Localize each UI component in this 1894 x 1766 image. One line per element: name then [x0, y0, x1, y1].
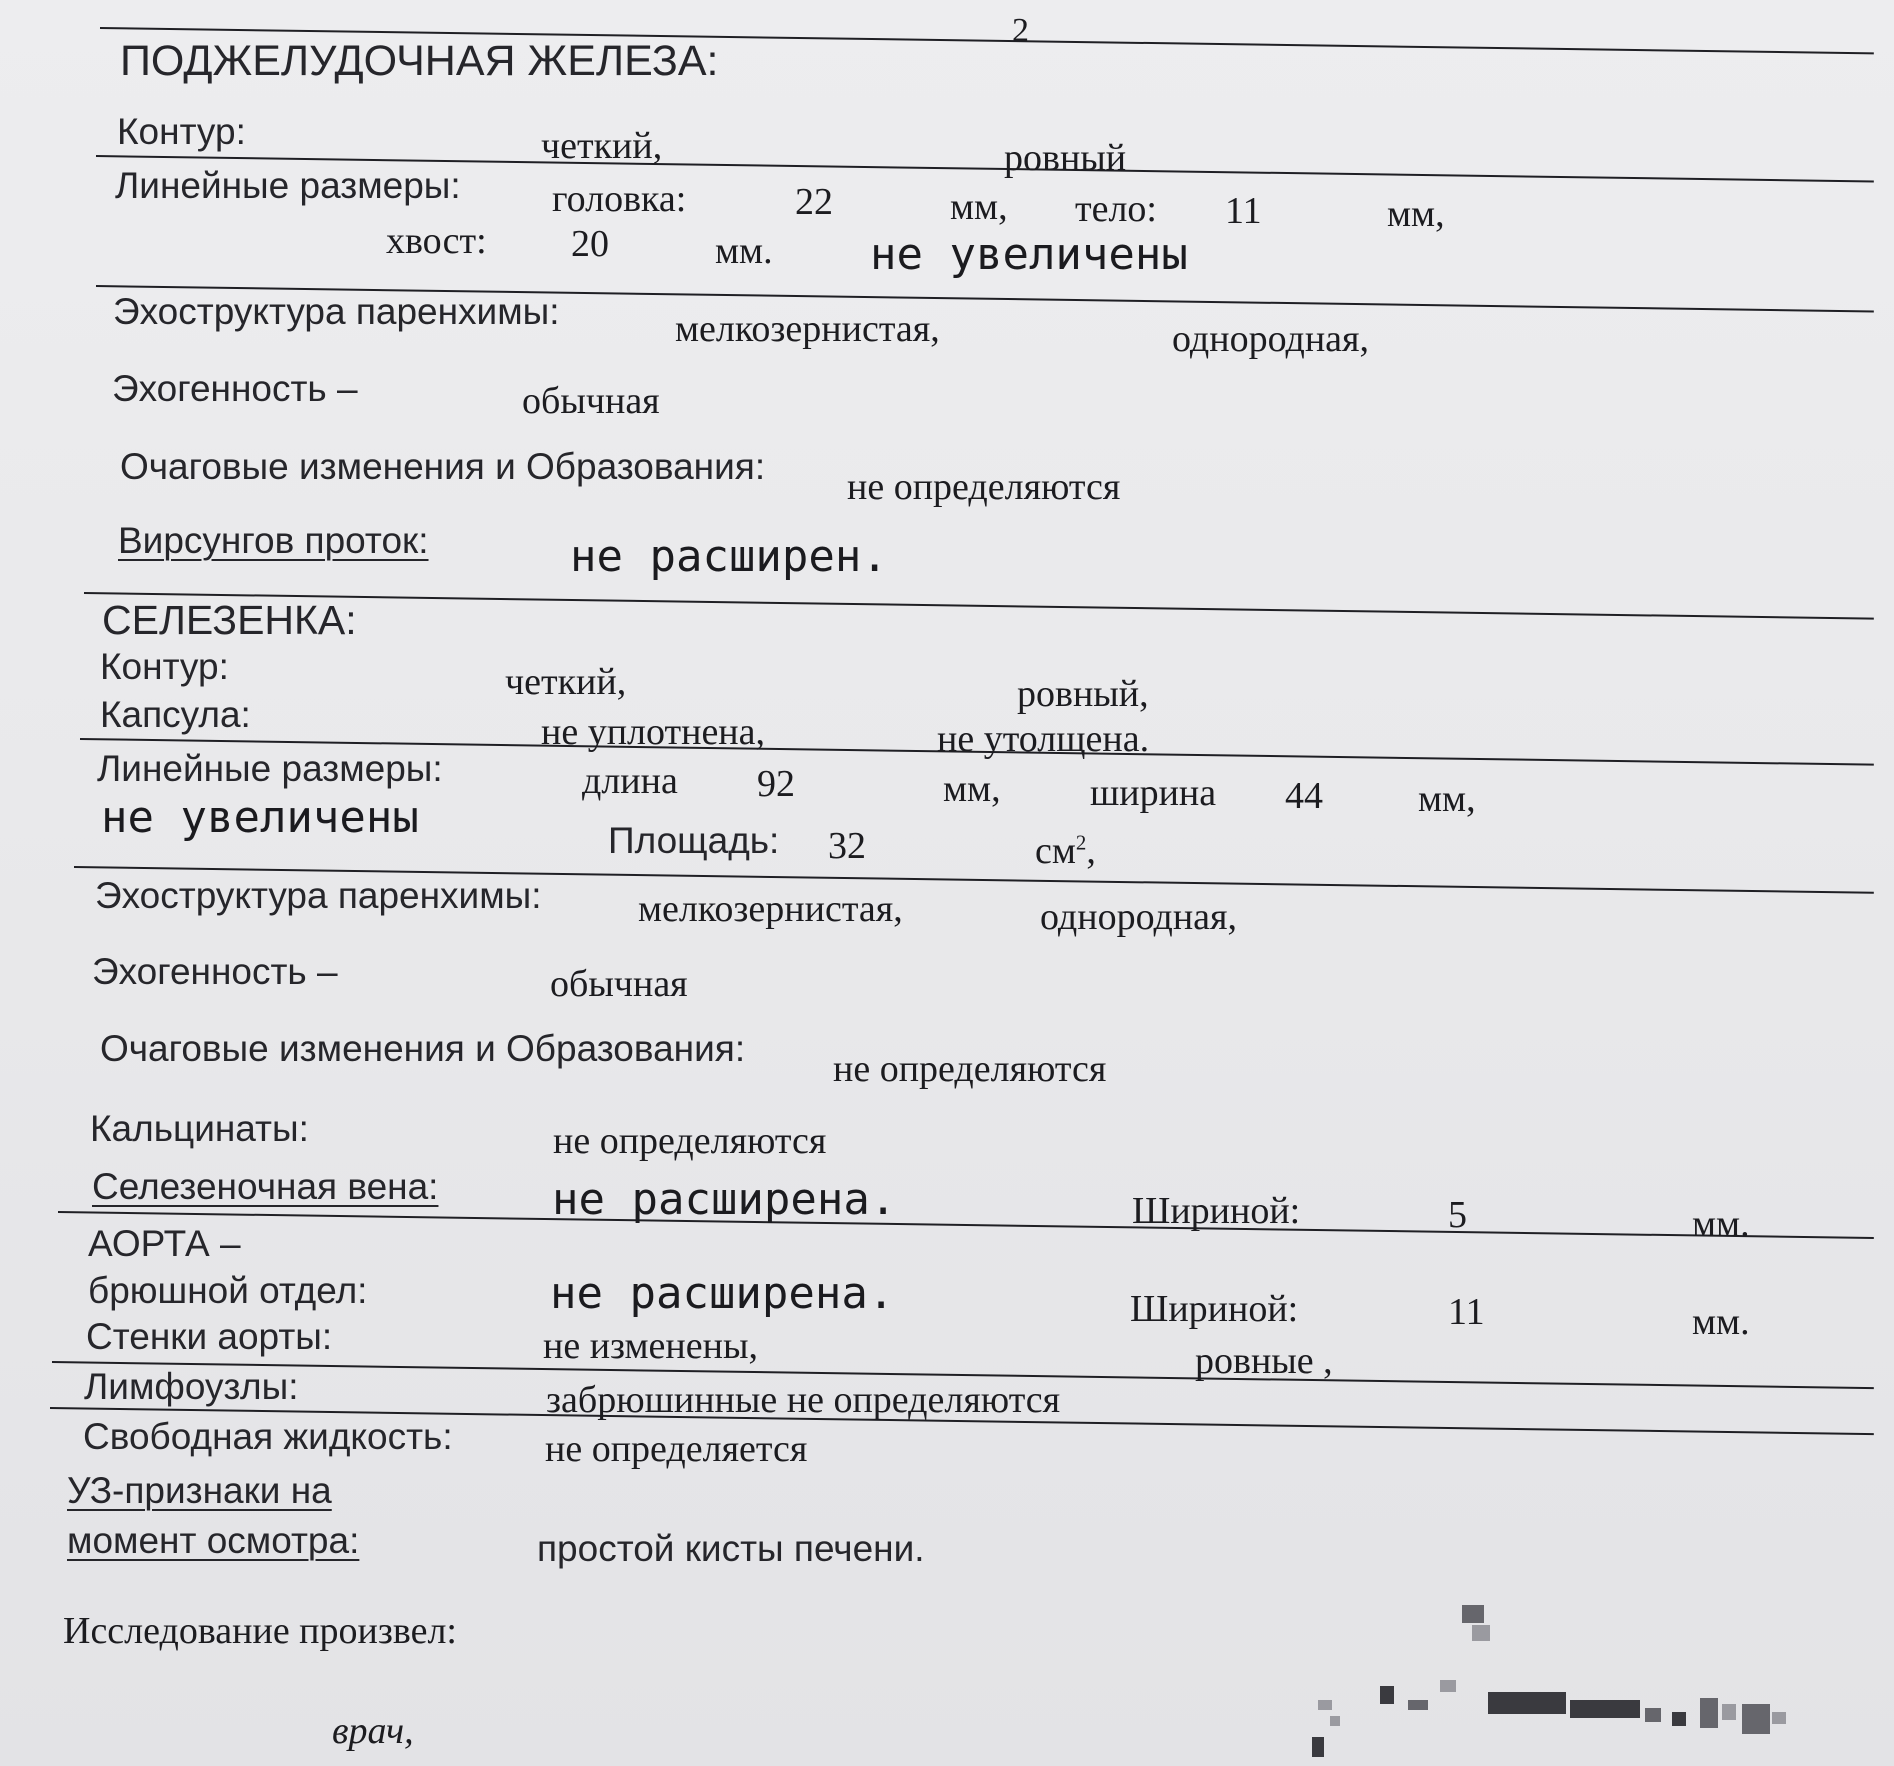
spleen-capsule-value-1: не уплотнена, [541, 711, 766, 753]
spleen-length-unit: мм, [943, 768, 1001, 810]
spleen-width-unit: мм, [1418, 778, 1476, 820]
spleen-vein-label: Селезеночная вена: [92, 1166, 439, 1207]
spleen-sizes-conclusion: не увеличены [101, 792, 419, 843]
spleen-vein-width-unit: мм. [1692, 1203, 1750, 1245]
spleen-length-value: 92 [757, 763, 795, 805]
spleen-area-unit: $см^2$, [1035, 830, 1096, 872]
pancreas-focal-label: Очаговые изменения и Образования: [120, 446, 766, 487]
pancreas-echogenicity-label: Эхогенность – [112, 368, 358, 409]
rule-line [58, 1211, 1874, 1239]
page-number: 2 [1012, 12, 1029, 49]
aorta-width-label: Шириной: [1130, 1288, 1299, 1330]
spleen-contour-value-1: четкий, [505, 661, 627, 703]
pancreas-duct-label: Вирсунгов проток: [118, 520, 429, 561]
spleen-echostructure-value-2: однородная, [1040, 896, 1237, 938]
spleen-echostructure-label: Эхоструктура паренхимы: [95, 875, 542, 916]
conclusion-value: простой кисты печени. [537, 1528, 925, 1569]
pancreas-sizes-label: Линейные размеры: [115, 165, 461, 206]
spleen-vein-width-value: 5 [1448, 1194, 1467, 1236]
pancreas-head-value: 22 [795, 181, 833, 223]
spleen-calcinates-label: Кальцинаты: [90, 1108, 309, 1149]
conclusion-label-line-2: момент осмотра: [67, 1520, 360, 1561]
pancreas-tail-value: 20 [571, 223, 609, 265]
pancreas-body-label: тело: [1075, 188, 1157, 230]
spleen-width-label: ширина [1090, 772, 1217, 814]
pancreas-contour-value-2: ровный [1004, 137, 1127, 179]
fluid-label: Свободная жидкость: [83, 1416, 453, 1457]
spleen-vein-width-label: Шириной: [1132, 1190, 1301, 1232]
spleen-calcinates-value: не определяются [553, 1120, 827, 1162]
aorta-width-value: 11 [1448, 1291, 1485, 1333]
aorta-width-unit: мм. [1692, 1301, 1750, 1343]
spleen-contour-label: Контур: [100, 646, 229, 687]
pancreas-echostructure-value-1: мелкозернистая, [675, 308, 940, 350]
spleen-capsule-value-2: не утолщена. [937, 718, 1150, 760]
pancreas-tail-unit: мм. [715, 230, 773, 272]
spleen-focal-value: не определяются [833, 1048, 1107, 1090]
spleen-area-label: Площадь: [608, 820, 780, 861]
spleen-focal-label: Очаговые изменения и Образования: [100, 1028, 746, 1069]
spleen-length-label: длина [582, 760, 678, 802]
aorta-section-label: брюшной отдел: [88, 1270, 368, 1311]
pancreas-echostructure-value-2: однородная, [1172, 318, 1369, 360]
pancreas-contour-label: Контур: [117, 111, 246, 152]
pancreas-title: ПОДЖЕЛУДОЧНАЯ ЖЕЛЕЗА: [120, 37, 719, 85]
conclusion-label-line-1: УЗ-признаки на [67, 1470, 332, 1511]
spleen-vein-value: не расширена. [552, 1174, 897, 1225]
spleen-sizes-label: Линейные размеры: [97, 748, 443, 789]
pancreas-sizes-conclusion: не увеличены [870, 229, 1188, 280]
aorta-section-value: не расширена. [550, 1268, 895, 1319]
pancreas-head-label: головка: [552, 178, 687, 220]
pancreas-focal-value: не определяются [847, 466, 1121, 508]
pancreas-echogenicity-value: обычная [522, 380, 660, 422]
aorta-walls-label: Стенки аорты: [86, 1316, 333, 1357]
lymph-label: Лимфоузлы: [84, 1366, 299, 1407]
spleen-title: СЕЛЕЗЕНКА: [102, 597, 357, 643]
lymph-value: забрюшинные не определяются [546, 1379, 1061, 1421]
aorta-title: АОРТА – [88, 1223, 241, 1264]
pancreas-body-unit: мм, [1387, 193, 1445, 235]
spleen-echogenicity-label: Эхогенность – [92, 951, 338, 992]
pancreas-tail-label: хвост: [386, 220, 487, 262]
spleen-echogenicity-value: обычная [550, 963, 688, 1005]
fluid-value: не определяется [545, 1428, 808, 1470]
doctor-label: врач, [332, 1710, 414, 1752]
pancreas-duct-value: не расширен. [570, 531, 888, 582]
pancreas-echostructure-label: Эхоструктура паренхимы: [113, 291, 560, 332]
spleen-capsule-label: Капсула: [100, 694, 251, 735]
aorta-walls-value-2: ровные , [1195, 1340, 1333, 1382]
spleen-echostructure-value-1: мелкозернистая, [638, 888, 903, 930]
spleen-contour-value-2: ровный, [1017, 673, 1149, 715]
pancreas-head-unit: мм, [950, 186, 1008, 228]
spleen-area-value: 32 [828, 825, 866, 867]
pancreas-contour-value-1: четкий, [541, 125, 663, 167]
aorta-walls-value-1: не изменены, [543, 1325, 758, 1367]
performed-by-label: Исследование произвел: [63, 1610, 457, 1652]
pancreas-body-value: 11 [1225, 190, 1262, 232]
spleen-width-value: 44 [1285, 775, 1323, 817]
